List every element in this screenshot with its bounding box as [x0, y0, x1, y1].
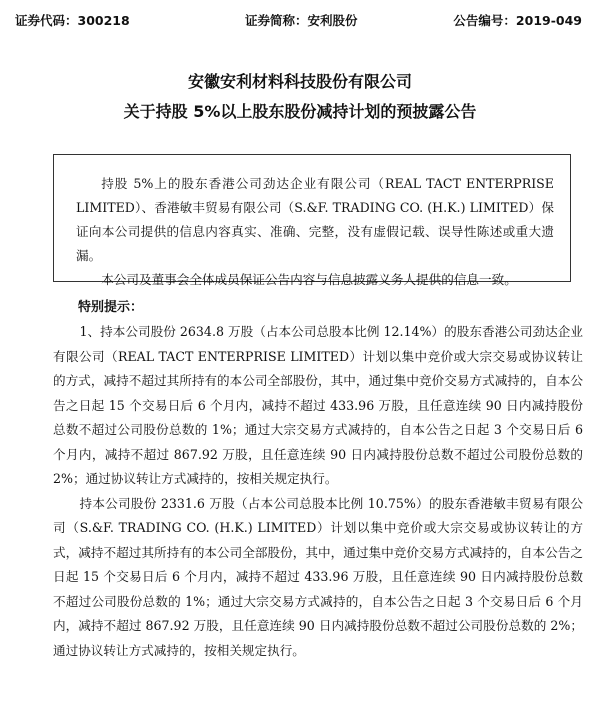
company-title: 安徽安利材料科技股份有限公司: [187, 72, 412, 91]
announcement-title: 关于持股 5%以上股东股份减持计划的预披露公告: [123, 102, 477, 121]
stock-code: 证券代码：300218: [15, 13, 130, 28]
guarantee-box: [53, 154, 571, 287]
announcement-number: 公告编号：2019-049: [453, 13, 582, 28]
stock-abbreviation: 证券简称：安利股份: [245, 13, 358, 28]
guarantee-paragraph-1: 持股 5%上的股东香港公司劲达企业有限公司（REAL TACT ENTERPRISE LIMITED）、香港敏丰贸易有限公司（S.&F. TRADING CO. (H.K.) LIMITED）保证向本公司提供的信息内容真实、准确、完整，没有虚假记载、误导性陈述或重大遗漏。: [76, 176, 554, 263]
notice-paragraph-1: 1、持本公司股份 2634.8 万股（占本公司总股本比例 12.14%）的股东香港公司劲达企业有限公司（REAL TACT ENTERPRISE LIMITED）计划以集中竞价或大宗交易或协议转让的方式，减持不超过其所持有的本公司全部股份，其中，通过集中竞价交易方式减持的，自本公告之日起 15 个交易日后 6 个月内，减持不超过 433.96 万股，且任意连续 90 日内减持股份总数不超过公司股份总数的 1%；通过大宗交易方式减持的，自本公告之日起 3 个交易日后 6 个月内，减持不超过 867.92 万股，且任意连续 90 日内减持股份总数不超过公司股份总数的 2%；通过协议转让方式减持的，按相关规定执行。: [53, 324, 583, 486]
guarantee-paragraph-2: 本公司及董事会全体成员保证公告内容与信息披露义务人提供的信息一致。: [101, 272, 517, 287]
notice-paragraph-2: 持本公司股份 2331.6 万股（占本公司总股本比例 10.75%）的股东香港敏丰贸易有限公司（S.&F. TRADING CO. (H.K.) LIMITED）计划以集中竞价或大宗交易或协议转让的方式，减持不超过其所持有的本公司全部股份，其中，通过集中竞价交易方式减持的，自本公告之日起 15 个交易日后 6 个月内，减持不超过 433.96 万股，且任意连续 90 日内减持股份总数不超过公司股份总数的 1%；通过大宗交易方式减持的，自本公告之日起 3 个交易日后 6 个月内，减持不超过 867.92 万股，且任意连续 90 日内减持股份总数不超过公司股份总数的 2%；通过协议转让方式减持的，按相关规定执行。: [53, 495, 583, 658]
document-header: [0, 9, 600, 33]
special-notice-heading: 特别提示：: [78, 300, 144, 315]
special-notice-body: [53, 320, 583, 663]
